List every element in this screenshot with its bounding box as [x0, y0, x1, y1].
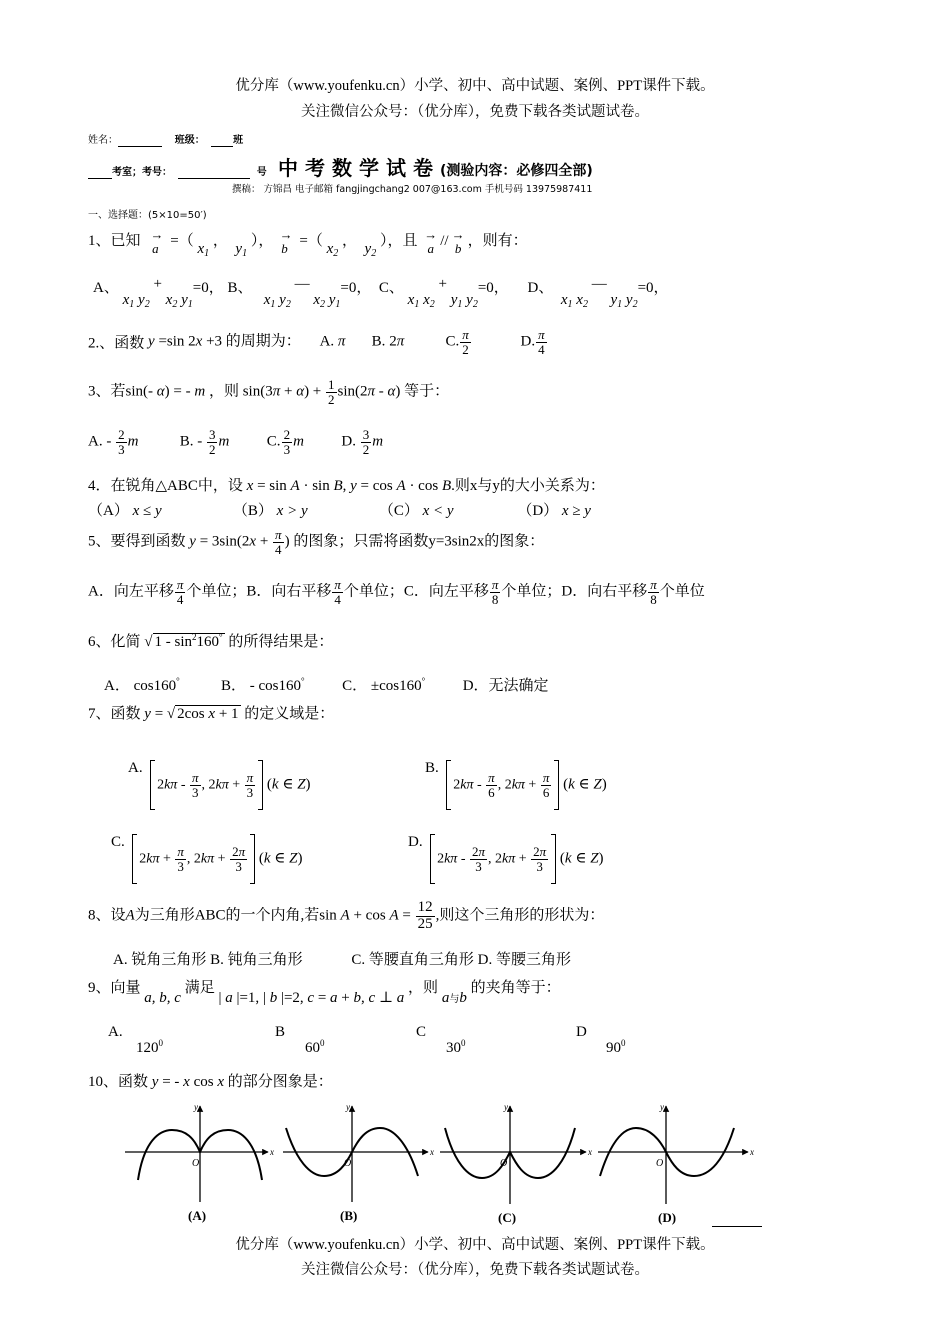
svg-text:x: x — [750, 1147, 754, 1157]
question-8-options: A. 锐角三角形 B. 钝角三角形 C. 等腰直角三角形 D. 等腰三角形 — [113, 952, 571, 968]
name-label: 姓名： — [88, 135, 118, 146]
graph-c-label: (C) — [498, 1210, 517, 1225]
question-9-options: A. — [108, 1024, 123, 1040]
svg-text:x: x — [430, 1147, 434, 1157]
question-7-option-a: A. 2kπ - $\frac{\pi}{3}$ , 2kπ + $\frac{\pi}{3}$ (k ∈ Z) — [128, 760, 311, 810]
question-2: 2.、函数 y =sin 2x +3 的周期为： A. π B. 2π C. $\frac{\pi}{2}$ D. $\frac{\pi}{4}$ — [88, 327, 545, 357]
svg-text:O: O — [656, 1158, 664, 1169]
svg-text:O: O — [500, 1158, 508, 1169]
number-suffix: 号 — [256, 167, 267, 178]
class-blank — [211, 135, 233, 147]
q10-graphs — [120, 1100, 770, 1230]
svg-text:x: x — [270, 1147, 274, 1157]
q9-option-c-value: 30 — [446, 1040, 461, 1056]
room-blank — [88, 167, 112, 179]
number-blank — [178, 167, 250, 179]
svg-text:O: O — [192, 1158, 200, 1169]
question-5-options: A．向左平移 $\frac{\pi}{4}$ 个单位；B．向右平移 $\frac{\pi}{4}$ 个单位；C．向左平移 $\frac{\pi}{8}$ 个单位；D．向右平移 $\frac{\pi}{8}$ 个单位 — [88, 577, 705, 607]
author-line: 撰稿： 方锦昌 电子邮箱 fangjingchang2 007@163.com 手机号码 13975987411 — [232, 184, 593, 195]
graph-b — [283, 1102, 434, 1223]
footer-line-2: 关注微信公众号：（优分库），免费下载各类试题试卷。 — [301, 1262, 649, 1278]
header-line-2: 关注微信公众号：（优分库），免费下载各类试题试卷。 — [301, 104, 649, 120]
class-suffix: 班 — [233, 135, 244, 146]
svg-text:y: y — [346, 1102, 350, 1112]
question-4: 4．在锐角△ABC中，设 x = sin A · sin B, y = cos A · cos B.则x与y的大小关系为： — [88, 478, 605, 494]
section-heading: 一、选择题：(5×10=50′) — [88, 210, 207, 221]
question-7-option-c: C. 2kπ + $\frac{\pi}{3}$ , 2kπ + $\frac{2\pi}{3}$ (k ∈ Z) — [111, 834, 302, 884]
question-7-option-b: B. 2kπ - $\frac{\pi}{6}$ , 2kπ + $\frac{\pi}{6}$ (k ∈ Z) — [425, 760, 607, 810]
q9-option-b-label: B — [275, 1024, 286, 1040]
exam-subtitle: (测验内容：必修四全部) — [439, 163, 593, 179]
question-3: 3、若sin(- α) = - m ，则 sin(3π + α) + $\frac{1}{2}$ sin(2π - α) 等于： — [88, 377, 450, 407]
graph-a — [125, 1102, 274, 1223]
footer-rule — [712, 1226, 762, 1227]
question-5: 5、要得到函数 y = 3sin(2x + $\frac{\pi}{4}$ ) 的图象；只需将函数y=3sin2x的图象： — [88, 527, 545, 557]
question-4-options: （A） x ≤ y （B） x > y （C） x < y （D） x ≥ y — [88, 503, 591, 519]
graph-c — [440, 1102, 592, 1225]
room-label: 考室；考号： — [112, 167, 172, 178]
svg-text:y: y — [660, 1102, 664, 1112]
name-blank — [118, 135, 162, 147]
question-1: 1、已知 → a =（ $x_1$ ， $y_1$ ）， → b =（ $x_2$ ， $y_2$ ），且 → a // → b ，则有： — [88, 227, 528, 260]
question-7-option-d: D. 2kπ - $\frac{2\pi}{3}$ , 2kπ + $\frac{2\pi}{3}$ (k ∈ Z) — [408, 834, 604, 884]
graph-d — [598, 1102, 754, 1225]
svg-text:O: O — [344, 1158, 352, 1169]
q9-option-b-value: 60 — [305, 1040, 320, 1056]
question-6-options: A． cos160° B． - cos160° C． ±cos160° D．无法确定 — [104, 676, 549, 694]
question-3-options: A. - $\frac{2}{3}$ m B. - $\frac{3}{2}$ m C. $\frac{2}{3}$ m D. $\frac{3}{2}$ m — [88, 427, 384, 457]
graph-d-label: (D) — [658, 1210, 677, 1225]
student-info-row — [88, 131, 243, 147]
q9-option-d-label: D — [576, 1024, 587, 1040]
title-row — [88, 152, 593, 181]
question-8: 8、设A为三角形ABC的一个内角,若sin A + cos A = $\frac{12}{25}$ ,则这个三角形的形状为： — [88, 899, 605, 932]
footer-line-1: 优分库（www.youfenku.cn）小学、初中、高中试题、案例、PPT课件下载。 — [235, 1237, 715, 1253]
q9-option-c-label: C — [416, 1024, 427, 1040]
question-10: 10、函数 y = - x cos x 的部分图象是： — [88, 1074, 333, 1090]
svg-text:y: y — [194, 1102, 198, 1112]
question-1-options: A、 $x_1$ $y_2 + x_2$ $y_1=0$， B、 $x_1$ $y_2$ — $x_2$ $y_1=0$， C、 $x_1$ $x_2 + y_1$ $y_2=0$， D、 $x_1$ $x_2$ — $y_1$ $y_2=0$， — [93, 276, 669, 310]
svg-text:y: y — [504, 1102, 508, 1112]
svg-text:x: x — [588, 1147, 592, 1157]
question-9: 9、向量 a, b, c 满足 | a |=1, | b |=2, c = a + b, c ⊥ a ，则 a与b 的夹角等于： — [88, 980, 561, 1006]
header-line-1: 优分库（www.youfenku.cn）小学、初中、高中试题、案例、PPT课件下载。 — [235, 78, 715, 94]
graph-b-label: (B) — [340, 1208, 358, 1223]
q9-option-d-value: 90 — [606, 1040, 621, 1056]
question-6: 6、化简 √ $1 - \sin^2160^\circ$ 的所得结果是： — [88, 632, 334, 650]
question-7: 7、函数 y = √ 2cos x + 1 的定义域是： — [88, 706, 335, 722]
graph-a-label: (A) — [188, 1208, 207, 1223]
q9-option-a-value: 120 — [136, 1040, 159, 1056]
class-label: 班级： — [174, 135, 205, 146]
exam-title: 中考数学试卷 — [277, 156, 440, 180]
